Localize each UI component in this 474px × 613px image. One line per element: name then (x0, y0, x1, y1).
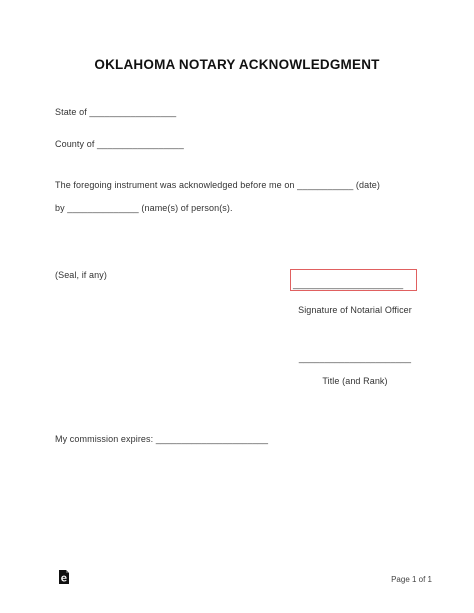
signature-label: Signature of Notarial Officer (298, 305, 412, 315)
title-rank-label: Title (and Rank) (322, 376, 388, 386)
persons-name-field[interactable]: by ______________ (name(s) of person(s). (55, 203, 233, 213)
instrument-date-field[interactable]: The foregoing instrument was acknowledged before me on ___________ (date) (55, 180, 381, 190)
commission-expires-field[interactable]: My commission expires: ______________________ (55, 434, 269, 444)
document-title: OKLAHOMA NOTARY ACKNOWLEDGMENT (94, 57, 380, 72)
signature-blank: ______________________ (293, 279, 404, 289)
eforms-logo-icon (58, 570, 70, 584)
title-rank-field[interactable]: ______________________ (298, 353, 412, 363)
county-field[interactable]: County of _________________ (55, 139, 184, 149)
page-number: Page 1 of 1 (391, 575, 432, 584)
signature-input-box[interactable] (290, 269, 417, 291)
seal-label: (Seal, if any) (55, 270, 107, 280)
state-field[interactable]: State of _________________ (55, 107, 177, 117)
